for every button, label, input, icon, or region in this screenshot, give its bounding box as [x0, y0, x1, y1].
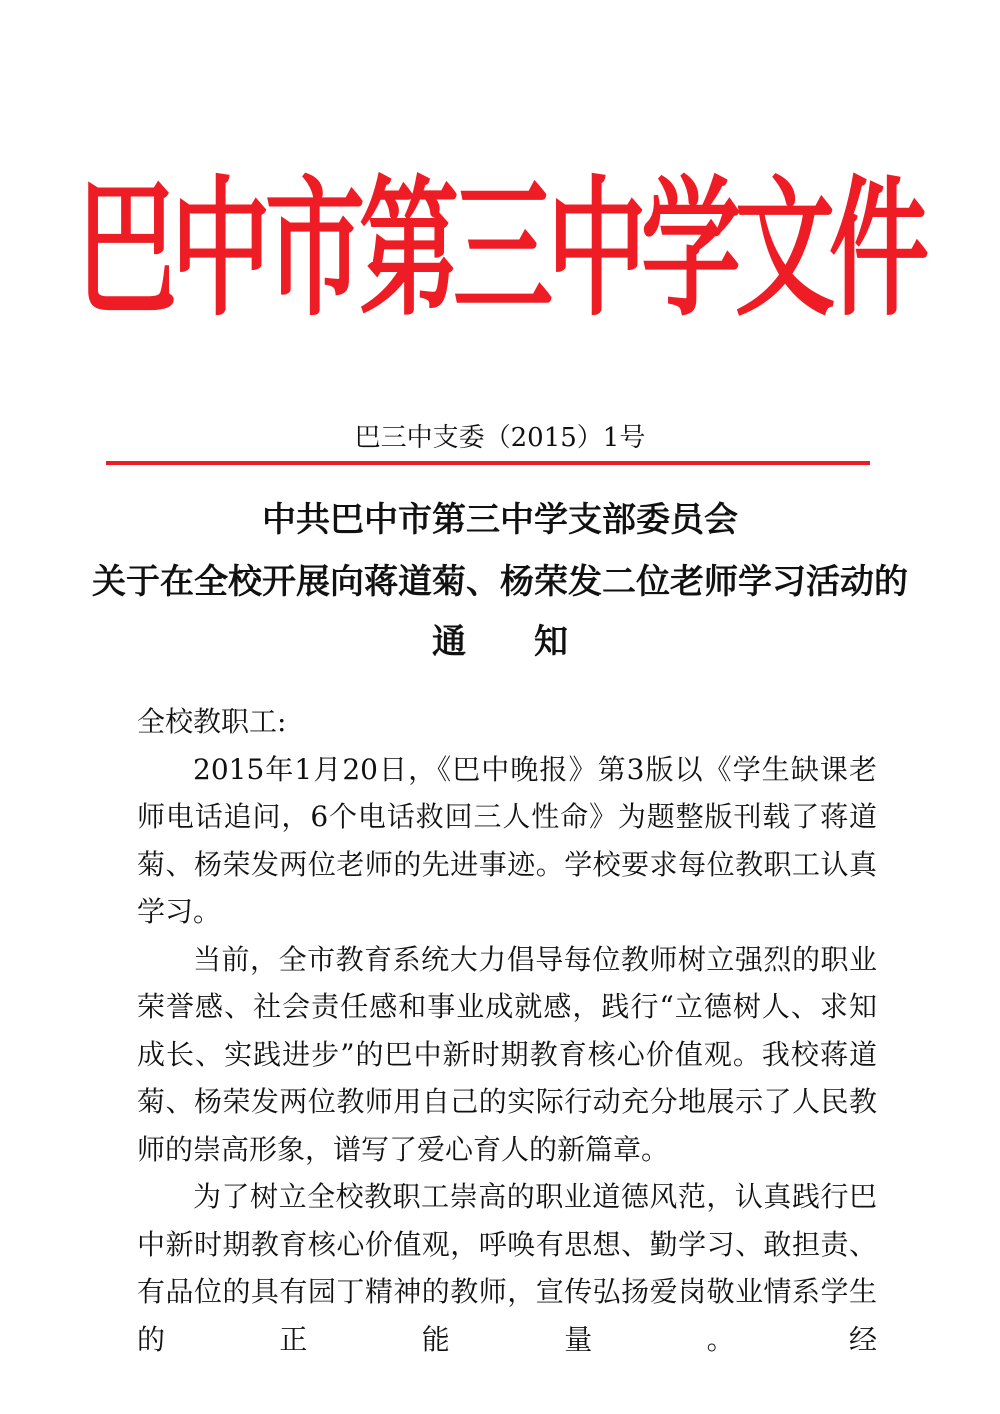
document-title-line-2: 关于在全校开展向蒋道菊、杨荣发二位老师学习活动的 [92, 562, 908, 602]
paragraph-2: 当前，全市教育系统大力倡导每位教师树立强烈的职业荣誉感、社会责任感和事业成就感，践行“立德树人、求知成长、实践进步”的巴中新时期教育核心价值观。我校蒋道菊、杨荣发两位教师用自己的实际行动充分地展示了人民教师的崇高形象，谱写了爱心育人的新篇章。 [137, 942, 877, 1166]
document-body [137, 698, 877, 1363]
salutation: 全校教职工: [137, 705, 287, 738]
document-number: 巴三中支委（2015）1号 [354, 423, 646, 453]
document-title-line-3 [0, 618, 1000, 666]
red-divider-line [106, 461, 870, 465]
paragraph-1: 2015年1月20日，《巴中晚报》第3版以《学生缺课老师电话追问，6个电话救回三人性命》为题整版刊载了蒋道菊、杨荣发两位老师的先进事迹。学校要求每位教职工认真学习。 [137, 752, 877, 928]
document-title-line-1: 中共巴中市第三中学支部委员会 [262, 500, 738, 540]
masthead-title: 巴中市第三中学文件 [77, 161, 923, 337]
title-word-tong: 通 [432, 622, 466, 662]
paragraph-3: 为了树立全校教职工崇高的职业道德风范，认真践行巴中新时期教育核心价值观，呼唤有思想、勤学习、敢担责、有品位的具有园丁精神的教师，宣传弘扬爱岗敬业情系学生的正能量。经 [137, 1180, 877, 1356]
title-word-zhi: 知 [534, 622, 568, 662]
